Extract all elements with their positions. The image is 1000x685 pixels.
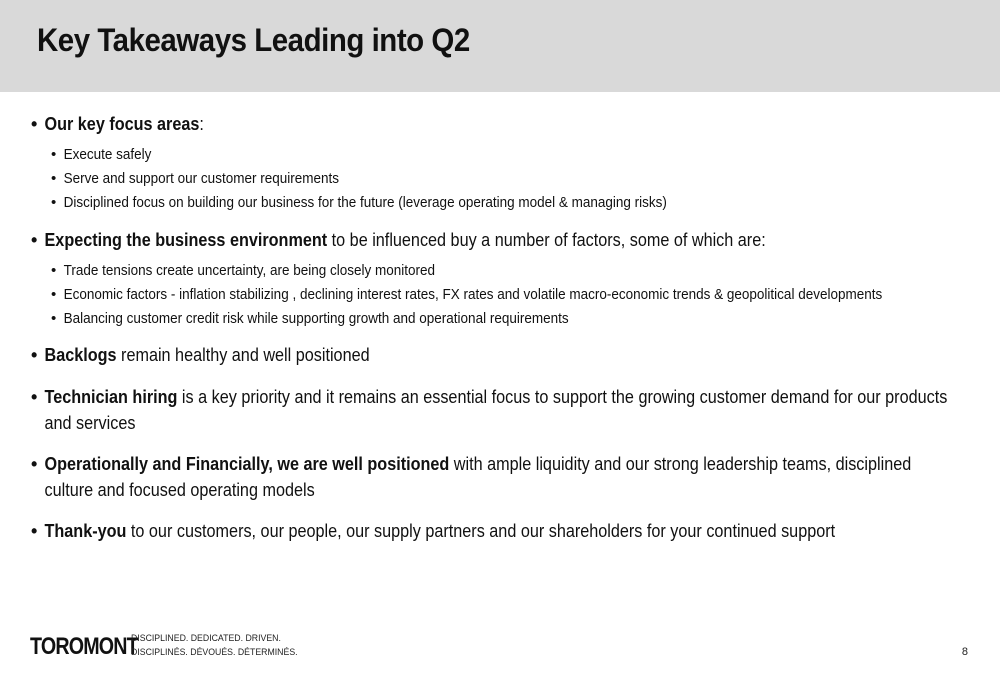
sub-bullet-dot: • xyxy=(51,286,57,303)
sub-bullet-dot: • xyxy=(51,194,57,211)
bullet-bold-text: Backlogs xyxy=(44,345,117,365)
sub-bullet xyxy=(51,169,371,189)
bullet-thank-you xyxy=(31,518,961,544)
bullet-dot: • xyxy=(31,345,38,365)
bullet-business-environment xyxy=(31,227,961,253)
bullet-text: : xyxy=(199,114,204,134)
bullet-dot: • xyxy=(31,230,38,250)
toromont-logo: TOROMONT xyxy=(30,633,138,660)
tagline-english: DISCIPLINED. DEDICATED. DRIVEN. xyxy=(131,633,281,644)
sub-bullet xyxy=(51,285,975,305)
sub-bullet xyxy=(51,193,735,213)
bullet-bold-text: Thank-you xyxy=(44,521,127,541)
bullet-text: remain healthy and well positioned xyxy=(116,345,370,365)
sub-bullet-text: Disciplined focus on building our business for the future (leverage operating model & managing risks) xyxy=(63,194,667,211)
bullet-focus-areas xyxy=(31,111,961,137)
sub-bullet-dot: • xyxy=(51,262,57,279)
sub-bullet-text: Economic factors - inflation stabilizing , declining interest rates, FX rates and volatile macro-economic trends & geopolitical developments xyxy=(63,286,883,303)
bullet-dot: • xyxy=(31,521,38,541)
bullet-bold-text: Our key focus areas xyxy=(44,114,200,134)
page-number: 8 xyxy=(961,646,968,658)
sub-bullet-text: Balancing customer credit risk while supporting growth and operational requirements xyxy=(63,310,569,327)
bullet-operationally-financially xyxy=(31,451,961,503)
bullet-technician-hiring xyxy=(31,384,961,436)
bullet-dot: • xyxy=(31,454,38,474)
title-bar xyxy=(0,0,1000,92)
bullet-text: to be influenced buy a number of factors, some of which are: xyxy=(327,230,766,250)
sub-bullet-text: Trade tensions create uncertainty, are being closely monitored xyxy=(63,262,436,279)
bullet-dot: • xyxy=(31,387,38,407)
sub-bullet-dot: • xyxy=(51,170,57,187)
sub-bullet-text: Execute safely xyxy=(63,146,152,163)
bullet-bold-text: Expecting the business environment xyxy=(44,230,328,250)
sub-bullet-text: Serve and support our customer requirements xyxy=(63,170,339,187)
sub-bullet xyxy=(51,309,626,329)
bullet-backlogs xyxy=(31,342,961,368)
bullet-text: with ample liquidity and our strong leadership teams, disciplined culture and focused operating models xyxy=(44,454,912,500)
sub-bullet xyxy=(51,145,163,165)
bullet-bold-text: Operationally and Financially, we are well positioned xyxy=(44,454,450,474)
bullet-dot: • xyxy=(31,114,38,134)
bullet-bold-text: Technician hiring xyxy=(44,387,178,407)
page-title: Key Takeaways Leading into Q2 xyxy=(37,22,470,58)
tagline-french: DISCIPLINÉS. DÉVOUÉS. DÉTERMINÉS. xyxy=(131,647,298,658)
sub-bullet-dot: • xyxy=(51,310,57,327)
sub-bullet-dot: • xyxy=(51,146,57,163)
bullet-text: to our customers, our people, our supply partners and our shareholders for your continued support xyxy=(126,521,836,541)
bullet-text: is a key priority and it remains an essential focus to support the growing customer demand for our products and services xyxy=(44,387,948,433)
sub-bullet xyxy=(51,261,478,281)
